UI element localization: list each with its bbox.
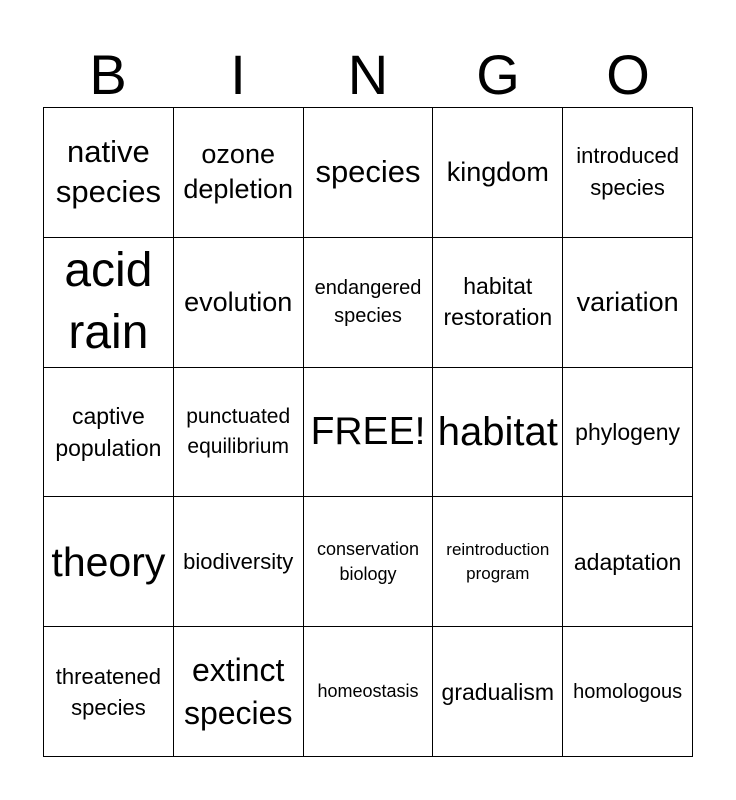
bingo-cell[interactable]	[563, 627, 693, 757]
bingo-cell[interactable]	[304, 108, 434, 238]
cell-term: FREE!	[310, 409, 426, 453]
bingo-cell[interactable]	[433, 368, 563, 498]
bingo-cell[interactable]	[563, 108, 693, 238]
cell-term: conservation biology	[316, 538, 420, 584]
bingo-cell[interactable]	[174, 497, 304, 627]
header-letter-o: O	[606, 43, 650, 106]
header-letter-n: N	[347, 43, 389, 106]
bingo-cell[interactable]	[174, 238, 304, 368]
cell-term: reintroduction program	[446, 539, 550, 583]
bingo-cell[interactable]	[433, 238, 563, 368]
cell-term: biodiversity	[183, 548, 294, 574]
cell-term: gradualism	[441, 678, 555, 705]
bingo-cell[interactable]	[44, 238, 174, 368]
bingo-cell[interactable]	[44, 627, 174, 757]
cell-term: species	[315, 154, 421, 190]
cell-term: captive population	[55, 402, 162, 461]
cell-term: endangered species	[314, 277, 422, 328]
bingo-cell[interactable]	[563, 497, 693, 627]
cell-term: adaptation	[573, 548, 682, 575]
cell-term: acid rain	[64, 244, 153, 360]
header-letter-i: I	[230, 43, 246, 106]
cell-term: punctuated equilibrium	[186, 404, 291, 458]
bingo-cell[interactable]	[304, 238, 434, 368]
bingo-header	[43, 42, 693, 108]
cell-term: introduced species	[576, 143, 679, 201]
bingo-cell[interactable]	[563, 368, 693, 498]
cell-term: habitat	[437, 409, 558, 454]
bingo-cell[interactable]	[563, 238, 693, 368]
cell-term: evolution	[184, 287, 293, 318]
bingo-cell[interactable]	[44, 497, 174, 627]
bingo-cell[interactable]	[304, 497, 434, 627]
bingo-cell[interactable]	[174, 368, 304, 498]
cell-term: homeostasis	[317, 681, 419, 702]
bingo-cell[interactable]	[433, 108, 563, 238]
bingo-cell[interactable]	[174, 627, 304, 757]
cell-term: homologous	[573, 680, 683, 703]
cell-term: ozone depletion	[183, 139, 293, 205]
cell-term: habitat restoration	[443, 273, 553, 331]
cell-term: extinct species	[183, 651, 293, 731]
bingo-cell[interactable]	[433, 497, 563, 627]
bingo-cell[interactable]	[174, 108, 304, 238]
cell-term: threatened species	[55, 663, 161, 720]
bingo-cell[interactable]	[304, 368, 434, 498]
bingo-cell[interactable]	[433, 627, 563, 757]
header-letter-g: G	[476, 43, 520, 106]
bingo-cell[interactable]	[304, 627, 434, 757]
cell-term: theory	[51, 538, 166, 585]
cell-term: phylogeny	[575, 418, 681, 445]
cell-term: kingdom	[446, 157, 549, 188]
header-letter-b: B	[89, 43, 127, 106]
bingo-cell[interactable]	[44, 368, 174, 498]
cell-term: variation	[576, 287, 679, 318]
bingo-board	[43, 107, 693, 757]
cell-term: native species	[55, 134, 161, 210]
bingo-cell[interactable]	[44, 108, 174, 238]
